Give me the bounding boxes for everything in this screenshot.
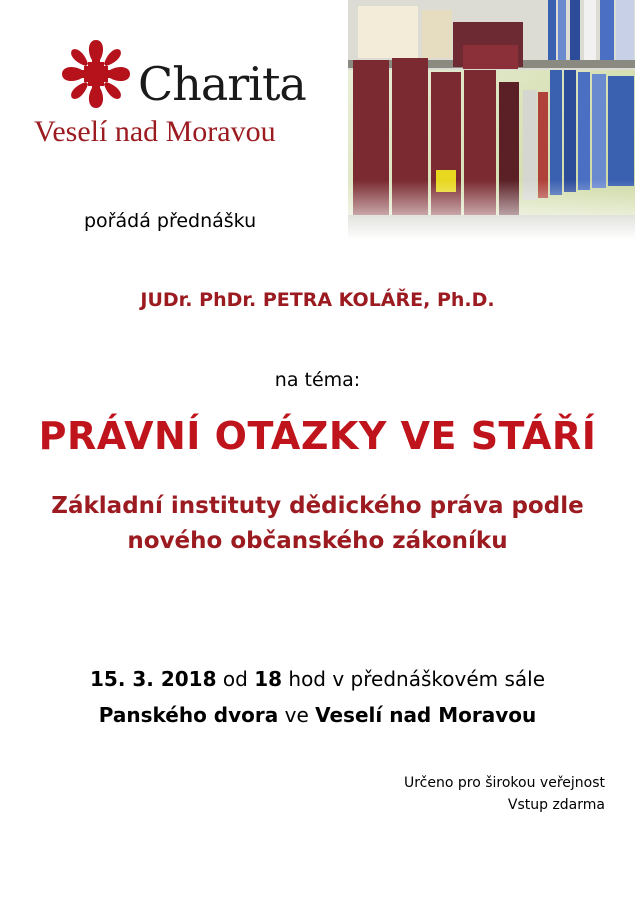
logo-name: Charita — [138, 57, 306, 111]
event-town: Veselí nad Moravou — [315, 703, 537, 727]
admission-line: Vstup zdarma — [507, 797, 605, 813]
event-venue-line — [0, 697, 635, 733]
bookshelf-photo — [348, 0, 635, 240]
lecture-title: PRÁVNÍ OTÁZKY VE STÁŘÍ — [38, 414, 597, 458]
event-date: 15. 3. 2018 — [89, 667, 217, 691]
lecture-subtitle — [0, 489, 635, 559]
event-hour: 18 — [254, 667, 283, 691]
logo-subtitle: Veselí nad Moravou — [34, 115, 276, 148]
subtitle-line-1: Základní instituty dědického práva podle — [51, 493, 584, 519]
charita-logo — [34, 36, 334, 156]
subtitle-line-2: nového občanského zákoníku — [127, 528, 508, 554]
audience-note — [404, 772, 605, 816]
event-date-line — [0, 661, 635, 697]
event-rest: hod v přednáškovém sále — [288, 667, 546, 691]
charita-cross-icon — [60, 38, 132, 110]
audience-line: Určeno pro širokou veřejnost — [403, 775, 605, 791]
speaker-name: JUDr. PhDr. PETRA KOLÁŘE, Ph.D. — [140, 289, 495, 311]
event-in: ve — [284, 703, 309, 727]
event-from: od — [222, 667, 248, 691]
intro-text: pořádá přednášku — [84, 210, 257, 232]
topic-label: na téma: — [274, 369, 361, 391]
event-details — [0, 661, 635, 733]
event-venue: Panského dvora — [98, 703, 279, 727]
